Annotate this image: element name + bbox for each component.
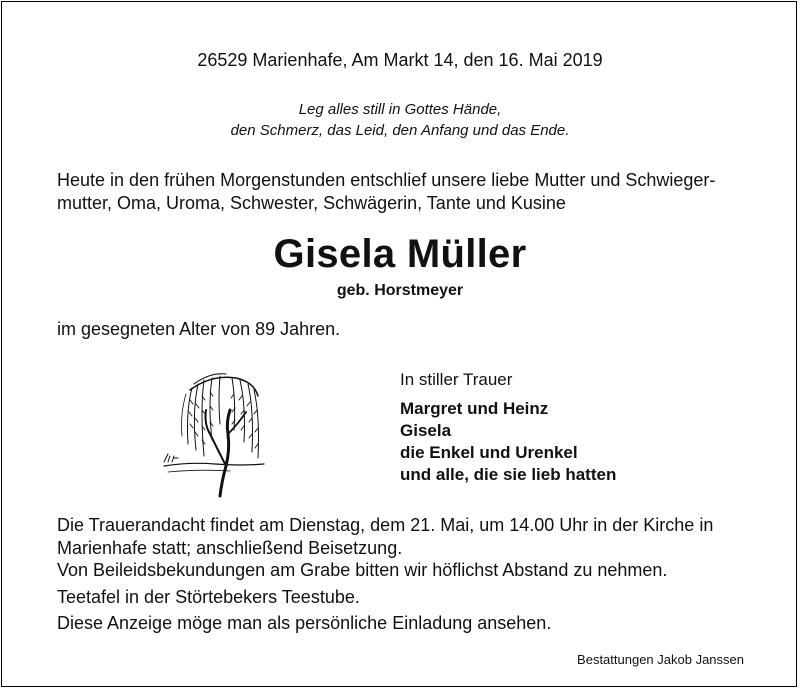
mourner-1: Margret und Heinz (400, 399, 549, 418)
verse-line-2: den Schmerz, das Leid, den Anfang und das Ende. (230, 122, 570, 139)
service-details-line-1: Die Trauerandacht findet am Dienstag, dem 21. Mai, um 14.00 Uhr in der Kirche in (57, 515, 714, 535)
mourners-intro: In stiller Trauer (400, 370, 513, 389)
mourner-2: Gisela (400, 421, 452, 440)
mourner-4: und alle, die sie lieb hatten (400, 465, 617, 484)
birth-name: geb. Horstmeyer (336, 282, 464, 299)
condolence-note: Von Beileidsbekundungen am Grabe bitten wir höflichst Abstand zu nehmen. (57, 560, 668, 580)
intro-line-2: mutter, Oma, Uroma, Schwester, Schwägerin, Tante und Kusine (57, 193, 566, 213)
mourner-3: die Enkel und Urenkel (400, 443, 578, 462)
invitation-note: Diese Anzeige möge man als persönliche Einladung ansehen. (57, 613, 552, 633)
obituary-notice (1, 1, 797, 687)
intro-line-1: Heute in den frühen Morgenstunden entschlief unsere liebe Mutter und Schwieger- (57, 170, 716, 190)
deceased-name: Gisela Müller (273, 232, 527, 276)
dateline: 26529 Marienhafe, Am Markt 14, den 16. Mai 2019 (197, 50, 603, 70)
service-details-line-2: Marienhafe statt; anschließend Beisetzung. (57, 538, 403, 558)
age-text: im gesegneten Alter von 89 Jahren. (57, 319, 341, 339)
undertaker-credit: Bestattungen Jakob Janssen (577, 652, 744, 667)
verse-line-1: Leg alles still in Gottes Hände, (298, 101, 502, 118)
weeping-willow-icon (160, 370, 268, 498)
tea-reception-note: Teetafel in der Störtebekers Teestube. (57, 587, 360, 607)
